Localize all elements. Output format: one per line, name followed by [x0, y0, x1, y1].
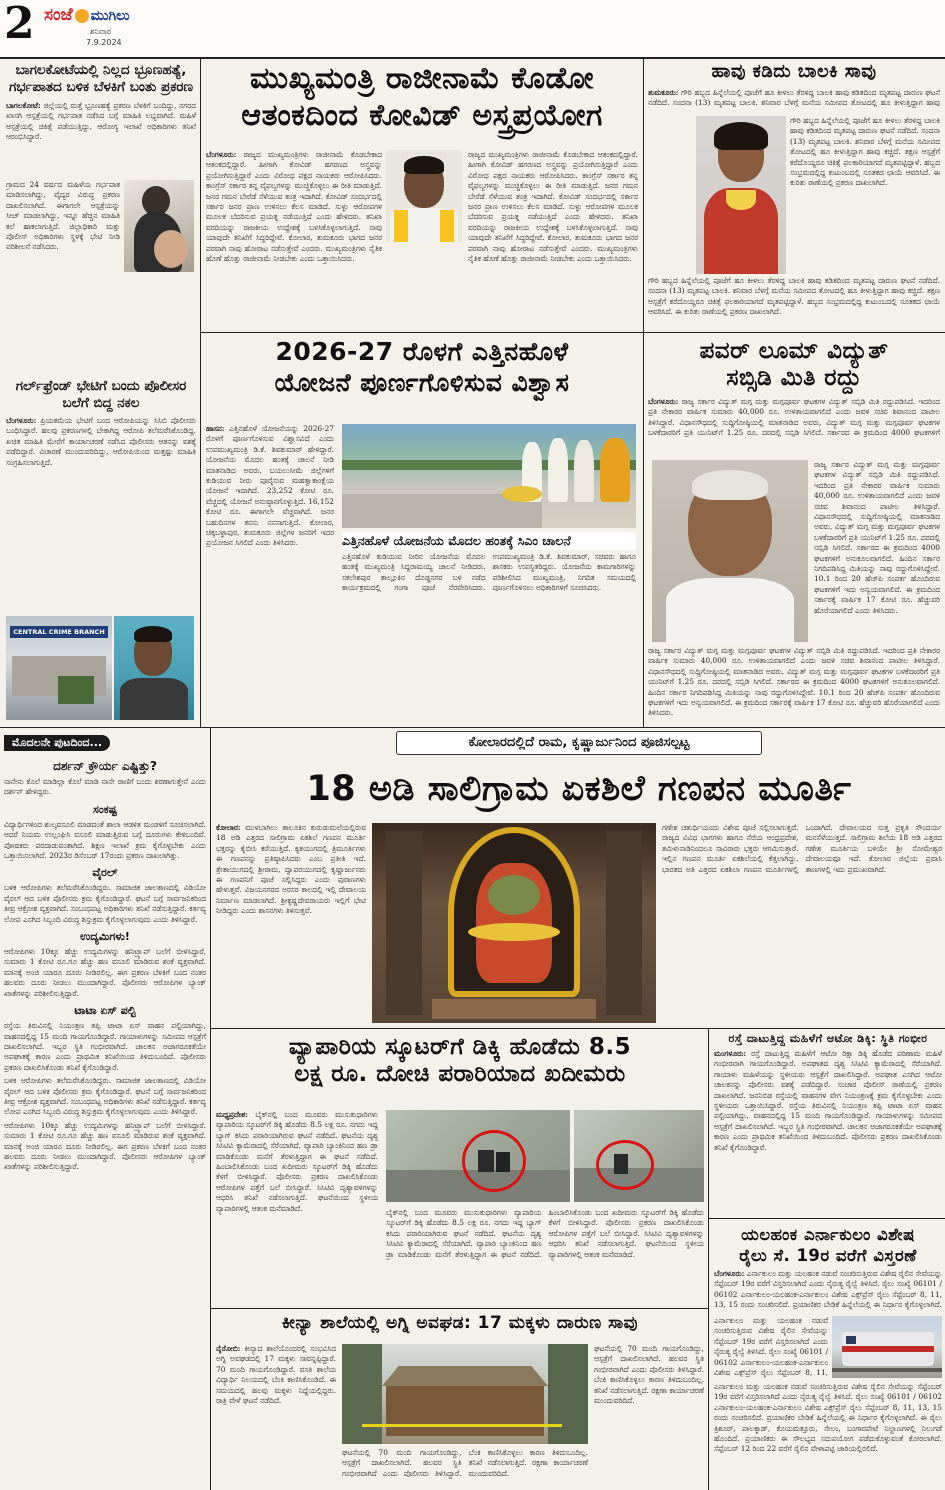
story-body-bottom: ಗೌರಿ ಹಬ್ಬದ ಹಿನ್ನೆಲೆಯಲ್ಲಿ ಪೂಜೆಗೆ ಹೂ ಕೀಳಲು ತೆರಳಿದ್ದ ಬಾಲಕಿ ಹಾವು ಕಡಿತದಿಂದ ಮೃತಪಟ್ಟ ದಾರುಣ ಘಟನೆ ನಡೆದಿದೆ. ಸಂದನಾ (13) ಮೃತಪಟ್ಟ ಬಾಲಕಿ. ಶನಿವಾರ ಬೆಳಗ್ಗೆ ಮನೆಯ ಸಮೀಪದ ತೋಟದಲ್ಲಿ ಹೂ ಕೀಳುತ್ತಿದ್ದಾಗ ಹಾವು ಕಚ್ಚಿದೆ. ತಕ್ಷಣ ಆಸ್ಪತ್ರೆಗೆ ಕರೆದೊಯ್ದರೂ ಚಿಕಿತ್ಸೆ ಫಲಕಾರಿಯಾಗದೆ ಮೃತಪಟ್ಟಿದ್ದಾಳೆ. ಹಬ್ಬದ ಸಂಭ್ರಮದಲ್ಲಿದ್ದ ಕುಟುಂಬದಲ್ಲಿ ಸೂತಕದ ಛಾಯೆ ಆವರಿಸಿದೆ. ಈ ಕುರಿತು ಠಾಣೆಯಲ್ಲಿ ಪ್ರಕರಣ ದಾಖಲಾಗಿದೆ.: [648, 276, 940, 317]
story-ganesha: [216, 731, 942, 1025]
para-darshan: ನಾನೇನು ಕೊಲೆ ಮಾಡಿಲ್ಲಾ ಕೊಲೆ ಮಾಡಿ ನಾನೇ ರಾಣಿಗೆ ಬಂದು ಶರಣಾಗುತ್ತೇನೆ ಎಂದು ದರ್ಶನ್ ಹೇಳಿದ್ದರು.: [4, 777, 206, 797]
story-body: ರಾಜ್ಯ ಸರ್ಕಾರ ವಿದ್ಯುತ್ ಮಗ್ಗ ಮತ್ತು ಮಗ್ಗಪೂರ್ವ ಘಟಕಗಳ ವಿದ್ಯುತ್ ಸಬ್ಸಿಡಿ ಮಿತಿ ರದ್ದುಪಡಿಸಿದೆ. ಇದರಿಂದ ಪ್ರತಿ ನೇಕಾರರ ವಾರ್ಷಿಕ ಸುಮಾರು 40,000 ರೂ. ಉಳಿತಾಯವಾಗಲಿದೆ ಎಂದು ಜವಳಿ ಸಚಿವ ಶಿವಾನಂದ ಪಾಟೀಲ ತಿಳಿಸಿದ್ದಾರೆ. ವಿಧಾನಸೌಧದಲ್ಲಿ ಸುದ್ದಿಗೋಷ್ಠಿಯಲ್ಲಿ ಮಾತನಾಡಿದ ಅವರು, ವಿದ್ಯುತ್ ಮಗ್ಗ ಮತ್ತು ಮಗ್ಗಪೂರ್ವ ಘಟಕಗಳ ಬಳಕೆದಾರರಿಗೆ ಪ್ರತಿ ಯುನಿಟ್‌ಗೆ 1.25 ರೂ. ದರದಲ್ಲಿ ಸಬ್ಸಿಡಿ ಸಿಗಲಿದೆ. ಸರ್ಕಾರದ ಈ ಕ್ರಮದಿಂದ 4000 ಘಟಕಗಳಿಗೆ ಅನುಕೂಲವಾಗಲಿದೆ. ಹಿಂದಿನ ಸರ್ಕಾರ ನಿಗದಿಪಡಿಸಿದ್ದ ಮಿತಿಯನ್ನು ನಾವು ರದ್ದುಗೊಳಿಸಿದ್ದೇವೆ. 10.1 ರಿಂದ 20 ಹೆಚ್‌ಪಿ ಸಂಪರ್ಕ ಹೊಂದಿರುವ ಘಟಕಗಳಿಗೆ ಇದು ಅನ್ವಯವಾಗಲಿದೆ. ಈ ಕ್ರಮದಿಂದ ಸರ್ಕಾರಕ್ಕೆ ವಾರ್ಷಿಕ 17 ಕೋಟಿ ರೂ. ಹೆಚ್ಚುವರಿ ಹೊರೆಯಾಗಲಿದೆ ಎಂದು ತಿಳಿಸಿದರು.: [814, 460, 940, 615]
sub-headline-viral: ವೈರಲ್: [92, 866, 118, 880]
story-headline: ಗರ್ಲ್‌ಫ್ರೆಂಡ್ ಭೇಟಿಗೆ ಬಂದು ಪೊಲೀಸರ ಬಲೆಗೆ ಬಿದ್ದ ನಕಲ: [15, 378, 187, 411]
story-headline-line1: 2026-27 ರೊಳಗೆ ಎತ್ತಿನಹೊಳೆ: [275, 338, 569, 366]
story-headline-line2: ಆತಂಕದಿಂದ ಕೋವಿಡ್ ಅಸ್ತ್ರಪ್ರಯೋಗ: [241, 97, 603, 133]
story-intro: [648, 88, 940, 110]
caption-story: [342, 552, 636, 722]
story-dateline: ಬೆಂಗಳೂರು:: [6, 416, 37, 425]
photo-train: [832, 1316, 942, 1378]
story-headline: ಹಾವು ಕಡಿದು ಬಾಲಕಿ ಸಾವು: [711, 62, 877, 82]
story-text: ರಸ್ತೆ ದಾಟುತ್ತಿದ್ದ ಮಹಿಳೆಗೆ ಆಟೋ ರಿಕ್ಷಾ ಡಿಕ್ಕಿ ಹೊಡೆದ ಪರಿಣಾಮ ಮಹಿಳೆ ಗಂಭೀರವಾಗಿ ಗಾಯಗೊಂಡಿದ್ದಾರೆ. ಅಪಘಾತದ ದೃಶ್ಯ ಸಿಸಿಟಿವಿ ಕ್ಯಾಮೆರಾದಲ್ಲಿ ಸೆರೆಯಾಗಿದೆ. ಗಾಯಾಳು ಮಹಿಳೆಯನ್ನು ಸ್ಥಳೀಯರು ಆಸ್ಪತ್ರೆಗೆ ದಾಖಲಿಸಿದ್ದಾರೆ. ಅಪಘಾತ ಎಸಗಿದ ಆಟೋ ಚಾಲಕನನ್ನು ಪೊಲೀಸರು ವಶಕ್ಕೆ ಪಡೆದಿದ್ದಾರೆ. ಸಂಚಾರ ಪೊಲೀಸ್ ಠಾಣೆಯಲ್ಲಿ ಪ್ರಕರಣ ದಾಖಲಾಗಿದೆ. ಜನನಿಬಿಡ ರಸ್ತೆಯಲ್ಲಿ ವಾಹನಗಳ ವೇಗ ನಿಯಂತ್ರಣಕ್ಕೆ ಕ್ರಮ ಕೈಗೊಳ್ಳಬೇಕು ಎಂದು ಸ್ಥಳೀಯರು ಒತ್ತಾಯಿಸಿದ್ದಾರೆ.: [714, 1049, 942, 1111]
story-text: ರಾಜ್ಯದ ಮುಖ್ಯಮಂತ್ರಿಗಳು ರಾಜೀನಾಮೆ ಕೊಡಬೇಕಾದ ಆತಂಕದಲ್ಲಿದ್ದಾರೆ. ಹೀಗಾಗಿ ಕೋವಿಡ್ ಹಗರಣದ ಅಸ್ತ್ರವನ್ನು ಪ್ರಯೋಗಿಸುತ್ತಿದ್ದಾರೆ ಎಂದು ವಿರೋಧ ಪಕ್ಷದ ನಾಯಕರು ಆರೋಪಿಸಿದರು. ಕಾಂಗ್ರೆಸ್ ಸರ್ಕಾರ ತನ್ನ ವೈಫಲ್ಯಗಳನ್ನು ಮುಚ್ಚಿಕೊಳ್ಳಲು ಈ ರೀತಿ ಮಾಡುತ್ತಿದೆ. ಜನರ ಗಮನ ಬೇರೆಡೆ ಸೆಳೆಯುವ ತಂತ್ರ ಇದಾಗಿದೆ. ಕೋವಿಡ್ ಸಂದರ್ಭದಲ್ಲಿ ಸರ್ಕಾರ ಜನರ ಪ್ರಾಣ ಉಳಿಸಲು ಕೆಲಸ ಮಾಡಿದೆ. ಸುಳ್ಳು ಆರೋಪಗಳ ಮೂಲಕ ಬೆದರಿಸುವ ಪ್ರಯತ್ನ ನಡೆಯುತ್ತಿದೆ ಎಂದು ಹೇಳಿದರು. ತನಿಖಾ ವರದಿಯನ್ನು ರಾಜಕೀಯ ಉದ್ದೇಶಕ್ಕೆ ಬಳಸಿಕೊಳ್ಳಲಾಗುತ್ತಿದೆ. ನಾವು ಯಾವುದೇ ತನಿಖೆಗೆ ಸಿದ್ಧರಿದ್ದೇವೆ. ಕೋಲಾರ, ತುಮಕೂರು ಭಾಗದ ಜನರ ಪರವಾಗಿ ನಾವು ಹೋರಾಟ ನಡೆಸುತ್ತೇವೆ ಎಂದರು. ಮುಖ್ಯಮಂತ್ರಿಗಳು ನೈತಿಕ ಹೊಣೆ ಹೊತ್ತು ರಾಜೀನಾಮೆ ನೀಡಬೇಕು ಎಂದು ಒತ್ತಾಯಿಸಿದರು.: [206, 150, 382, 264]
station-sign: CENTRAL CRIME BRANCH: [10, 626, 108, 638]
story-body-continued: ಬೈಕ್‌ನಲ್ಲಿ ಬಂದ ಮೂವರು ಮುಸುಕುಧಾರಿಗಳು ವ್ಯಾಪಾರಿಯ ಸ್ಕೂಟರ್‌ಗೆ ಡಿಕ್ಕಿ ಹೊಡೆದು 8.5 ಲಕ್ಷ ರೂ. ನಗದು ಇದ್ದ ಬ್ಯಾಗ್ ಕಸಿದು ಪರಾರಿಯಾಗಿರುವ ಘಟನೆ ನಡೆದಿದೆ. ಘಟನೆಯ ದೃಶ್ಯ ಸಿಸಿಟಿವಿ ಕ್ಯಾಮೆರಾದಲ್ಲಿ ಸೆರೆಯಾಗಿದೆ. ವ್ಯಾಪಾರಿ ಬ್ಯಾಂಕಿನಿಂದ ಹಣ ಡ್ರಾ ಮಾಡಿಕೊಂಡು ಮನೆಗೆ ತೆರಳುತ್ತಿದ್ದಾಗ ಈ ಘಟನೆ ನಡೆದಿದೆ. ಹಿಂಬಾಲಿಸಿಕೊಂಡು ಬಂದ ಖದೀಮರು ಸ್ಕೂಟರ್‌ಗೆ ಡಿಕ್ಕಿ ಹೊಡೆದು ಕೆಳಗೆ ಬೀಳಿಸಿದ್ದಾರೆ. ಪೊಲೀಸರು ಪ್ರಕರಣ ದಾಖಲಿಸಿಕೊಂಡು ಆರೋಪಿಗಳ ಪತ್ತೆಗೆ ಬಲೆ ಬೀಸಿದ್ದಾರೆ. ಸಿಸಿಟಿವಿ ದೃಶ್ಯಾವಳಿಗಳನ್ನು ಆಧರಿಸಿ ತನಿಖೆ ನಡೆಸಲಾಗುತ್ತಿದೆ. ಘಟನೆಯಿಂದ ಸ್ಥಳೀಯ ವ್ಯಾಪಾರಿಗಳಲ್ಲಿ ಆತಂಕ ಮನೆಮಾಡಿದೆ.: [386, 1208, 704, 1259]
story-dateline: ಬಾಗಲಕೋಟೆ:: [6, 101, 41, 110]
masthead: [0, 0, 945, 57]
story-headline: ಕೀನ್ಯಾ ಶಾಲೆಯಲ್ಲಿ ಅಗ್ನಿ ಅವಘಡ: 17 ಮಕ್ಕಳು ದಾರುಣ ಸಾವು: [282, 1314, 638, 1333]
story-road-accident: [714, 1032, 942, 1214]
story-headline: 18 ಅಡಿ ಸಾಲಿಗ್ರಾಮ ಏಕಶಿಲೆ ಗಣಪನ ಮೂರ್ತಿ: [306, 769, 852, 809]
story-strap: ಕೋಲಾರದಲ್ಲಿದೆ ರಾಮ, ಕೃಷ್ಣಾರ್ಜುನಿಂದ ಪೂಜಿಸಲ್ಪಟ್ಟ: [396, 731, 762, 755]
sub-headline-crisis: ಸಂಕಷ್ಟ: [93, 802, 117, 816]
story-headline-line1: ವ್ಯಾಪಾರಿಯ ಸ್ಕೂಟರ್‌ಗೆ ಡಿಕ್ಕಿ ಹೊಡೆದು 8.5: [288, 1034, 632, 1060]
brand-sun-icon: [75, 9, 89, 23]
story-dateline: ಬೆಂಗಳೂರು:: [648, 396, 679, 406]
story-text: ಮುಳಬಾಗಿಲು ತಾಲೂಕಿನ ಕುರುಡುಮಲೆಯಲ್ಲಿರುವ 18 ಅಡಿ ಎತ್ತರದ ಸಾಲಿಗ್ರಾಮ ಏಕಶಿಲೆ ಗಣಪನ ಮೂರ್ತಿ ಭಕ್ತರನ್ನು ಕೈಬೀಸಿ ಕರೆಯುತ್ತಿದೆ. ಕೃತಯುಗದಲ್ಲಿ ತ್ರಿಮೂರ್ತಿಗಳು ಈ ಗಣಪನನ್ನು ಪ್ರತಿಷ್ಠಾಪಿಸಿದರು ಎಂಬ ಪ್ರತೀತಿ ಇದೆ. ತ್ರೇತಾಯುಗದಲ್ಲಿ ಶ್ರೀರಾಮ, ದ್ವಾಪರಯುಗದಲ್ಲಿ ಕೃಷ್ಣಾರ್ಜುನರು ಈ ಗಣಪನಿಗೆ ಪೂಜೆ ಸಲ್ಲಿಸಿದ್ದರು ಎಂದು ಪುರಾಣಗಳು ಹೇಳುತ್ತವೆ. ವಿಜಯನಗರದ ಅರಸರ ಕಾಲದಲ್ಲಿ ಇಲ್ಲಿ ದೇವಾಲಯ ನಿರ್ಮಾಣ ಮಾಡಲಾಗಿದೆ. ಶ್ರೀಕೃಷ್ಣದೇವರಾಯರು ಇಲ್ಲಿಗೆ ಭೇಟಿ ನೀಡಿದ್ದರು ಎಂದು ಶಾಸನಗಳು ತಿಳಿಸುತ್ತವೆ.: [216, 823, 366, 916]
story-headline-line1: ಮುಖ್ಯಮಂತ್ರಿ ರಾಜೀನಾಮೆ ಕೊಡೋ: [249, 62, 595, 96]
story-photo-pregnant: [124, 180, 194, 272]
story-body-continued: ರಾಜ್ಯದ ಮುಖ್ಯಮಂತ್ರಿಗಳು ರಾಜೀನಾಮೆ ಕೊಡಬೇಕಾದ ಆತಂಕದಲ್ಲಿದ್ದಾರೆ. ಹೀಗಾಗಿ ಕೋವಿಡ್ ಹಗರಣದ ಅಸ್ತ್ರವನ್ನು ಪ್ರಯೋಗಿಸುತ್ತಿದ್ದಾರೆ ಎಂದು ವಿರೋಧ ಪಕ್ಷದ ನಾಯಕರು ಆರೋಪಿಸಿದರು. ಕಾಂಗ್ರೆಸ್ ಸರ್ಕಾರ ತನ್ನ ವೈಫಲ್ಯಗಳನ್ನು ಮುಚ್ಚಿಕೊಳ್ಳಲು ಈ ರೀತಿ ಮಾಡುತ್ತಿದೆ. ಜನರ ಗಮನ ಬೇರೆಡೆ ಸೆಳೆಯುವ ತಂತ್ರ ಇದಾಗಿದೆ. ಕೋವಿಡ್ ಸಂದರ್ಭದಲ್ಲಿ ಸರ್ಕಾರ ಜನರ ಪ್ರಾಣ ಉಳಿಸಲು ಕೆಲಸ ಮಾಡಿದೆ. ಸುಳ್ಳು ಆರೋಪಗಳ ಮೂಲಕ ಬೆದರಿಸುವ ಪ್ರಯತ್ನ ನಡೆಯುತ್ತಿದೆ ಎಂದು ಹೇಳಿದರು. ತನಿಖಾ ವರದಿಯನ್ನು ರಾಜಕೀಯ ಉದ್ದೇಶಕ್ಕೆ ಬಳಸಿಕೊಳ್ಳಲಾಗುತ್ತಿದೆ. ನಾವು ಯಾವುದೇ ತನಿಖೆಗೆ ಸಿದ್ಧರಿದ್ದೇವೆ. ಕೋಲಾರ, ತುಮಕೂರು ಭಾಗದ ಜನರ ಪರವಾಗಿ ನಾವು ಹೋರಾಟ ನಡೆಸುತ್ತೇವೆ ಎಂದರು. ಮುಖ್ಯಮಂತ್ರಿಗಳು ನೈತಿಕ ಹೊಣೆ ಹೊತ್ತು ರಾಜೀನಾಮೆ ನೀಡಬೇಕು ಎಂದು ಒತ್ತಾಯಿಸಿದರು.: [468, 150, 638, 264]
story-body-bottom: ರಾಜ್ಯ ಸರ್ಕಾರ ವಿದ್ಯುತ್ ಮಗ್ಗ ಮತ್ತು ಮಗ್ಗಪೂರ್ವ ಘಟಕಗಳ ವಿದ್ಯುತ್ ಸಬ್ಸಿಡಿ ಮಿತಿ ರದ್ದುಪಡಿಸಿದೆ. ಇದರಿಂದ ಪ್ರತಿ ನೇಕಾರರ ವಾರ್ಷಿಕ ಸುಮಾರು 40,000 ರೂ. ಉಳಿತಾಯವಾಗಲಿದೆ ಎಂದು ಜವಳಿ ಸಚಿವ ಶಿವಾನಂದ ಪಾಟೀಲ ತಿಳಿಸಿದ್ದಾರೆ. ವಿಧಾನಸೌಧದಲ್ಲಿ ಸುದ್ದಿಗೋಷ್ಠಿಯಲ್ಲಿ ಮಾತನಾಡಿದ ಅವರು, ವಿದ್ಯುತ್ ಮಗ್ಗ ಮತ್ತು ಮಗ್ಗಪೂರ್ವ ಘಟಕಗಳ ಬಳಕೆದಾರರಿಗೆ ಪ್ರತಿ ಯುನಿಟ್‌ಗೆ 1.25 ರೂ. ದರದಲ್ಲಿ ಸಬ್ಸಿಡಿ ಸಿಗಲಿದೆ. ಸರ್ಕಾರದ ಈ ಕ್ರಮದಿಂದ 4000 ಘಟಕಗಳಿಗೆ ಅನುಕೂಲವಾಗಲಿದೆ. ಹಿಂದಿನ ಸರ್ಕಾರ ನಿಗದಿಪಡಿಸಿದ್ದ ಮಿತಿಯನ್ನು ನಾವು ರದ್ದುಗೊಳಿಸಿದ್ದೇವೆ. 10.1 ರಿಂದ 20 ಹೆಚ್‌ಪಿ ಸಂಪರ್ಕ ಹೊಂದಿರುವ ಘಟಕಗಳಿಗೆ ಇದು ಅನ್ವಯವಾಗಲಿದೆ. ಈ ಕ್ರಮದಿಂದ ಸರ್ಕಾರಕ್ಕೆ ವಾರ್ಷಿಕ 17 ಕೋಟಿ ರೂ. ಹೆಚ್ಚುವರಿ ಹೊರೆಯಾಗಲಿದೆ ಎಂದು ತಿಳಿಸಿದರು.: [648, 646, 940, 718]
story-lead: ಜಿಲ್ಲೆಯಲ್ಲಿ ಮತ್ತೆ ಭ್ರೂಣಹತ್ಯೆ ಪ್ರಕರಣ ಬೆಳಕಿಗೆ ಬಂದಿದ್ದು, ನಗರದ ಖಾಸಗಿ ಆಸ್ಪತ್ರೆಯಲ್ಲಿ ಗರ್ಭಪಾತ ನಡೆಸಿದ ಬಗ್ಗೆ ಮಾಹಿತಿ ಲಭ್ಯವಾಗಿದೆ. ಮಹಿಳೆ ಆಸ್ಪತ್ರೆಯಲ್ಲಿ ಚಿಕಿತ್ಸೆ ಪಡೆಯುತ್ತಿದ್ದು, ಆರೋಗ್ಯ ಇಲಾಖೆ ಅಧಿಕಾರಿಗಳು ತನಿಖೆ ಆರಂಭಿಸಿದ್ದಾರೆ.: [6, 101, 196, 142]
story-dateline: ತುಮಕೂರು:: [648, 87, 679, 97]
page-number: 2: [4, 0, 35, 49]
masthead-day: ಶನಿವಾರ: [90, 27, 112, 36]
story-text: ರಾಜ್ಯ ಸರ್ಕಾರ ವಿದ್ಯುತ್ ಮಗ್ಗ ಮತ್ತು ಮಗ್ಗಪೂರ್ವ ಘಟಕಗಳ ವಿದ್ಯುತ್ ಸಬ್ಸಿಡಿ ಮಿತಿ ರದ್ದುಪಡಿಸಿದೆ. ಇದರಿಂದ ಪ್ರತಿ ನೇಕಾರರ ವಾರ್ಷಿಕ ಸುಮಾರು 40,000 ರೂ. ಉಳಿತಾಯವಾಗಲಿದೆ ಎಂದು ಜವಳಿ ಸಚಿವ ಶಿವಾನಂದ ಪಾಟೀಲ ತಿಳಿಸಿದ್ದಾರೆ. ವಿಧಾನಸೌಧದಲ್ಲಿ ಸುದ್ದಿಗೋಷ್ಠಿಯಲ್ಲಿ ಮಾತನಾಡಿದ ಅವರು, ವಿದ್ಯುತ್ ಮಗ್ಗ ಮತ್ತು ಮಗ್ಗಪೂರ್ವ ಘಟಕಗಳ ಬಳಕೆದಾರರಿಗೆ ಪ್ರತಿ ಯುನಿಟ್‌ಗೆ 1.25 ರೂ. ದರದಲ್ಲಿ ಸಬ್ಸಿಡಿ ಸಿಗಲಿದೆ. ಸರ್ಕಾರದ ಈ ಕ್ರಮದಿಂದ 4000 ಘಟಕಗಳಿಗೆ: [648, 396, 940, 438]
story-text: ಎರ್ನಾಕುಲಂ ಮತ್ತು ಯಲಹಂಕ ನಡುವೆ ಸಂಚರಿಸುತ್ತಿರುವ ವಿಶೇಷ ರೈಲಿನ ಸೇವೆಯನ್ನು ಸೆಪ್ಟೆಂಬರ್ 19ರ ವರೆಗೆ ವಿಸ್ತರಿಸಲಾಗಿದೆ ಎಂದು ನೈರುತ್ಯ ರೈಲ್ವೆ ತಿಳಿಸಿದೆ. ರೈಲು ಸಂಖ್ಯೆ 06101 / 06102 ಎರ್ನಾಕುಲಂ-ಯಲಹಂಕ-ಎರ್ನಾಕುಲಂ ವಿಶೇಷ ಎಕ್ಸ್‌ಪ್ರೆಸ್ ರೈಲು ಸೆಪ್ಟೆಂಬರ್ 8, 11, 13, 15 ರಂದು ಸಂಚರಿಸಲಿದೆ. ಪ್ರಯಾಣಿಕರ ಬೇಡಿಕೆ ಹಿನ್ನೆಲೆಯಲ್ಲಿ ಈ ನಿರ್ಧಾರ ಕೈಗೊಳ್ಳಲಾಗಿದೆ.: [714, 1269, 942, 1310]
story-body: ಗೌರಿ ಹಬ್ಬದ ಹಿನ್ನೆಲೆಯಲ್ಲಿ ಪೂಜೆಗೆ ಹೂ ಕೀಳಲು ತೆರಳಿದ್ದ ಬಾಲಕಿ ಹಾವು ಕಡಿತದಿಂದ ಮೃತಪಟ್ಟ ದಾರುಣ ಘಟನೆ ನಡೆದಿದೆ. ಸಂದನಾ (13) ಮೃತಪಟ್ಟ ಬಾಲಕಿ. ಶನಿವಾರ ಬೆಳಗ್ಗೆ ಮನೆಯ ಸಮೀಪದ ತೋಟದಲ್ಲಿ ಹೂ ಕೀಳುತ್ತಿದ್ದಾಗ ಹಾವು ಕಚ್ಚಿದೆ. ತಕ್ಷಣ ಆಸ್ಪತ್ರೆಗೆ ಕರೆದೊಯ್ದರೂ ಚಿಕಿತ್ಸೆ ಫಲಕಾರಿಯಾಗದೆ ಮೃತಪಟ್ಟಿದ್ದಾಳೆ. ಹಬ್ಬದ ಸಂಭ್ರಮದಲ್ಲಿದ್ದ ಕುಟುಂಬದಲ್ಲಿ ಸೂತಕದ ಛಾಯೆ ಆವರಿಸಿದೆ. ಈ ಕುರಿತು ಠಾಣೆಯಲ್ಲಿ ಪ್ರಕರಣ ದಾಖಲಾಗಿದೆ.: [790, 116, 940, 188]
photo-school-fire: [342, 1344, 588, 1444]
column-continued: [4, 731, 206, 1488]
story-intro: [648, 397, 940, 439]
para-viral: ಬಳಿಕ ಆರೋಪಿಗಳು ತಲೆಮರೆಸಿಕೊಂಡಿದ್ದರು. ಸಾಮಾಜಿಕ ಜಾಲತಾಣದಲ್ಲಿ ವಿಡಿಯೋ ವೈರಲ್ ಆದ ಬಳಿಕ ಪೊಲೀಸರು ಕ್ರಮ ಕೈಗೊಂಡಿದ್ದಾರೆ. ಘಟನೆ ಬಗ್ಗೆ ಸಾರ್ವಜನಿಕರಿಂದ ತೀವ್ರ ಆಕ್ರೋಶ ವ್ಯಕ್ತವಾಗಿದೆ. ಸಂಬಂಧಪಟ್ಟ ಅಧಿಕಾರಿಗಳು ತನಿಖೆ ನಡೆಸುತ್ತಿದ್ದಾರೆ. ಕರ್ತವ್ಯ ಲೋಪ ಎಸಗಿದ ಸಿಬ್ಬಂದಿ ವಿರುದ್ಧ ಶಿಸ್ತುಕ್ರಮ ಕೈಗೊಳ್ಳಲಾಗುವುದು ಎಂದು ತಿಳಿಸಿದ್ದಾರೆ.: [4, 883, 206, 924]
story-headline-line2: ಲಕ್ಷ ರೂ. ದೋಚಿ ಪರಾರಿಯಾದ ಖದೀಮರು: [294, 1061, 626, 1088]
photo-cctv-2: [574, 1110, 704, 1202]
story-text: ಎತ್ತಿನಹೊಳೆ ಯೋಜನೆಯನ್ನು 2026-27 ರೊಳಗೆ ಪೂರ್ಣಗೊಳಿಸುವ ವಿಶ್ವಾಸವಿದೆ ಎಂದು ಉಪಮುಖ್ಯಮಂತ್ರಿ ಡಿ.ಕೆ. ಶಿವಕುಮಾರ್ ಹೇಳಿದ್ದಾರೆ. ಯೋಜನೆಯ ಮೊದಲ ಹಂತಕ್ಕೆ ಚಾಲನೆ ನೀಡಿ ಮಾತನಾಡಿದ ಅವರು, ಬಯಲುಸೀಮೆ ಜಿಲ್ಲೆಗಳಿಗೆ ಕುಡಿಯುವ ನೀರು ಪೂರೈಸುವ ಮಹತ್ವಾಕಾಂಕ್ಷೆಯ ಯೋಜನೆ ಇದಾಗಿದೆ. 23,252 ಕೋಟಿ ರೂ. ವೆಚ್ಚದಲ್ಲಿ ಯೋಜನೆ ಅನುಷ್ಠಾನಗೊಳ್ಳುತ್ತಿದೆ. 16,152 ಕೋಟಿ ರೂ. ಈಗಾಗಲೇ ವೆಚ್ಚವಾಗಿದೆ. ಜನರ ಬಹುದಿನಗಳ ಕನಸು ನನಸಾಗುತ್ತಿದೆ. ಕೋಲಾರ, ಚಿಕ್ಕಬಳ್ಳಾಪುರ, ತುಮಕೂರು ಜಿಲ್ಲೆಗಳ ಜನರಿಗೆ ಇದರ ಪ್ರಯೋಜನ ಸಿಗಲಿದೆ ಎಂದು ತಿಳಿಸಿದರು.: [206, 424, 334, 548]
para-tata-ace: ರಸ್ತೆಯ ತಿರುವಿನಲ್ಲಿ ನಿಯಂತ್ರಣ ತಪ್ಪಿ ಟಾಟಾ ಏಸ್ ವಾಹನ ಪಲ್ಟಿಯಾಗಿದ್ದು, ವಾಹನದಲ್ಲಿದ್ದ 15 ಮಂದಿ ಗಾಯಗೊಂಡಿದ್ದಾರೆ. ಗಾಯಾಳುಗಳನ್ನು ಸಮೀಪದ ಆಸ್ಪತ್ರೆಗೆ ದಾಖಲಿಸಲಾಗಿದೆ. ಇಬ್ಬರ ಸ್ಥಿತಿ ಗಂಭೀರವಾಗಿದೆ. ಚಾಲಕನ ಅಜಾಗರೂಕತೆಯೇ ಅಪಘಾತಕ್ಕೆ ಕಾರಣ ಎಂದು ಪ್ರಾಥಮಿಕ ತನಿಖೆಯಿಂದ ತಿಳಿದುಬಂದಿದೆ. ಪೊಲೀಸರು ಪ್ರಕರಣ ದಾಖಲಿಸಿಕೊಂಡು ತನಿಖೆ ಕೈಗೊಂಡಿದ್ದಾರೆ.: [4, 1021, 206, 1072]
story-foeticide: [6, 62, 196, 377]
story-body-right: ಘಟನೆಯಲ್ಲಿ 70 ಮಂದಿ ಗಾಯಗೊಂಡಿದ್ದು, ಆಸ್ಪತ್ರೆಗೆ ದಾಖಲಿಸಲಾಗಿದೆ. ಹಲವರ ಸ್ಥಿತಿ ಗಂಭೀರವಾಗಿದೆ ಎಂದು ಪೊಲೀಸರು ತಿಳಿಸಿದ್ದಾರೆ. ಬೆಂಕಿ ಕಾಣಿಸಿಕೊಳ್ಳಲು ಕಾರಣ ತಿಳಿದುಬಂದಿಲ್ಲ. ತನಿಖೆ ನಡೆಸಲಾಗುತ್ತಿದೆ. ರಕ್ಷಣಾ ಕಾರ್ಯಾಚರಣೆ ಮುಂದುವರಿದಿದೆ.: [594, 1344, 704, 1406]
story-body-right: ಗಣೇಶ ಚತುರ್ಥಿಯಂದು ವಿಶೇಷ ಪೂಜೆ ಸಲ್ಲಿಸಲಾಗುತ್ತದೆ. ರಾಜ್ಯದ ವಿವಿಧ ಭಾಗಗಳು ಹಾಗೂ ನೆರೆಯ ಆಂಧ್ರಪ್ರದೇಶ, ತಮಿಳುನಾಡಿನಿಂದಲೂ ಸಾವಿರಾರು ಭಕ್ತರು ಆಗಮಿಸುತ್ತಾರೆ. ಇಲ್ಲಿನ ಗಣಪನ ಮೂರ್ತಿ ಏಕಶಿಲೆಯಲ್ಲಿ ಕೆತ್ತಲಾಗಿದ್ದು, ಭಾರತದ ಅತಿ ಎತ್ತರದ ಏಕಶಿಲಾ ಗಣಪನ ಮೂರ್ತಿಗಳಲ್ಲಿ ಒಂದಾಗಿದೆ. ದೇವಾಲಯದ ಸುತ್ತ ಪ್ರಕೃತಿ ಸೌಂದರ್ಯ ಮನಸೆಳೆಯುತ್ತದೆ. ಸಾಲಿಗ್ರಾಮ ಶಿಲೆಯ 18 ಅಡಿ ಎತ್ತರದ ಗಣೇಶ ಮೂರ್ತಿಯ ಬಳಿಯೇ ಶ್ರೀ ಸೋಮೇಶ್ವರ ದೇವಾಲಯವೂ ಇದೆ. ಕೋಲಾರ ಜಿಲ್ಲೆಯ ಪ್ರವಾಸಿ ತಾಣಗಳಲ್ಲಿ ಇದು ಪ್ರಮುಖವಾಗಿದೆ.: [662, 823, 942, 874]
story-railway: [714, 1224, 942, 1488]
story-text-more: ರಸ್ತೆಯ ತಿರುವಿನಲ್ಲಿ ನಿಯಂತ್ರಣ ತಪ್ಪಿ ಟಾಟಾ ಏಸ್ ವಾಹನ ಪಲ್ಟಿಯಾಗಿದ್ದು, ವಾಹನದಲ್ಲಿದ್ದ 15 ಮಂದಿ ಗಾಯಗೊಂಡಿದ್ದಾರೆ. ಗಾಯಾಳುಗಳನ್ನು ಸಮೀಪದ ಆಸ್ಪತ್ರೆಗೆ ದಾಖಲಿಸಲಾಗಿದೆ. ಇಬ್ಬರ ಸ್ಥಿತಿ ಗಂಭೀರವಾಗಿದೆ. ಚಾಲಕನ ಅಜಾಗರೂಕತೆಯೇ ಅಪಘಾತಕ್ಕೆ ಕಾರಣ ಎಂದು ಪ್ರಾಥಮಿಕ ತನಿಖೆಯಿಂದ ತಿಳಿದುಬಂದಿದೆ. ಪೊಲೀಸರು ಪ್ರಕರಣ ದಾಖಲಿಸಿಕೊಂಡು ತನಿಖೆ ಕೈಗೊಂಡಿದ್ದಾರೆ.: [714, 1101, 942, 1152]
photo-police-station: [6, 616, 112, 720]
story-text: ಕೀನ್ಯಾದ ಶಾಲೆಯೊಂದರಲ್ಲಿ ಸಂಭವಿಸಿದ ಅಗ್ನಿ ಅವಘಡದಲ್ಲಿ 17 ಮಕ್ಕಳು ಸಾವನ್ನಪ್ಪಿದ್ದಾರೆ. 70 ಮಂದಿ ಗಾಯಗೊಂಡಿದ್ದಾರೆ. ವಸತಿ ಶಾಲೆಯ ವಿದ್ಯಾರ್ಥಿ ನಿಲಯದಲ್ಲಿ ಬೆಂಕಿ ಕಾಣಿಸಿಕೊಂಡಿದೆ. ಈ ಸಮಯದಲ್ಲಿ ಹಲವು ಮಕ್ಕಳು ನಿದ್ದೆಯಲ್ಲಿದ್ದರು. ರಾತ್ರಿ ವೇಳೆ ಘಟನೆ ನಡೆದಿದೆ.: [216, 1344, 336, 1406]
story-kenya: [216, 1314, 704, 1488]
story-headline-line1: ಪವರ್ ಲೂಮ್ ವಿದ್ಯುತ್: [699, 338, 889, 364]
para-tata-ace-more2: ಆರೋಪಿಗಳು 10ಕ್ಕೂ ಹೆಚ್ಚು ಉದ್ಯಮಿಗಳನ್ನು ಹನಿಟ್ರ್ಯಾಪ್ ಬಲೆಗೆ ಬೀಳಿಸಿದ್ದಾರೆ. ಸುಮಾರು 1 ಕೋಟಿ ರೂ.ಗೂ ಹೆಚ್ಚು ಹಣ ವಸೂಲಿ ಮಾಡಿರುವ ಶಂಕೆ ವ್ಯಕ್ತವಾಗಿದೆ. ಮಾನಕ್ಕೆ ಅಂಜಿ ಯಾರೂ ದೂರು ನೀಡಿರಲಿಲ್ಲ. ಈಗ ಪ್ರಕರಣ ಬೆಳಕಿಗೆ ಬಂದ ನಂತರ ಹಲವರು ದೂರು ನೀಡಲು ಮುಂದಾಗಿದ್ದಾರೆ. ಪೊಲೀಸರು ಆರೋಪಿಗಳ ಬ್ಯಾಂಕ್ ಖಾತೆಗಳನ್ನು ಪರಿಶೀಲಿಸುತ್ತಿದ್ದಾರೆ.: [4, 1120, 206, 1172]
photo-ganesha-idol: [372, 823, 656, 1023]
sub-headline-businessmen: ಉದ್ಯಮಿಗಳು!: [80, 930, 130, 944]
story-headline: ಬಾಗಲಕೋಟೆಯಲ್ಲಿ ನಿಲ್ಲದ ಭ್ರೂಣಹತ್ಯೆ, ಗರ್ಭಪಾತದ ಬಳಿಕ ಬೆಳಕಿಗೆ ಬಂತು ಪ್ರಕರಣ: [8, 62, 194, 95]
photo-accused: [114, 616, 194, 720]
story-body: [216, 1110, 378, 1304]
story-body-below: ಘಟನೆಯಲ್ಲಿ 70 ಮಂದಿ ಗಾಯಗೊಂಡಿದ್ದು, ಆಸ್ಪತ್ರೆಗೆ ದಾಖಲಿಸಲಾಗಿದೆ. ಹಲವರ ಸ್ಥಿತಿ ಗಂಭೀರವಾಗಿದೆ ಎಂದು ಪೊಲೀಸರು ತಿಳಿಸಿದ್ದಾರೆ. ಬೆಂಕಿ ಕಾಣಿಸಿಕೊಳ್ಳಲು ಕಾರಣ ತಿಳಿದುಬಂದಿಲ್ಲ. ತನಿಖೆ ನಡೆಸಲಾಗುತ್ತಿದೆ. ರಕ್ಷಣಾ ಕಾರ್ಯಾಚರಣೆ ಮುಂದುವರಿದಿದೆ.: [342, 1448, 588, 1478]
caption-text: ಎತ್ತಿನಹೊಳೆ ಕುಡಿಯುವ ನೀರಿನ ಯೋಜನೆಯ ಮೊದಲ ಹಂತಕ್ಕೆ ಮುಖ್ಯಮಂತ್ರಿ ಸಿದ್ದರಾಮಯ್ಯ ಚಾಲನೆ ನೀಡಿದರು. ಸಕಲೇಶಪುರ ತಾಲ್ಲೂಕಿನ ದೊಡ್ಡನಗರ ಬಳಿ ನಡೆದ ಕಾರ್ಯಕ್ರಮದಲ್ಲಿ ಗಂಗಾ ಪೂಜೆ ನೆರವೇರಿಸಿದರು. ಉಪಮುಖ್ಯಮಂತ್ರಿ ಡಿ.ಕೆ. ಶಿವಕುಮಾರ್, ಸಚಿವರು ಹಾಗೂ ಶಾಸಕರು ಉಪಸ್ಥಿತರಿದ್ದರು. ಯೋಜನೆಯ ಕಾಮಗಾರಿಗಳನ್ನು ಪರಿಶೀಲಿಸಿದ ಮುಖ್ಯಮಂತ್ರಿ, ನಿಗದಿತ ಸಮಯದಲ್ಲಿ ಪೂರ್ಣಗೊಳಿಸಲು ಅಧಿಕಾರಿಗಳಿಗೆ ಸೂಚಿಸಿದರು.: [342, 552, 636, 593]
photo-cctv-1: [386, 1110, 570, 1202]
sub-headline-darshan: ದರ್ಶನ್ ಕ್ರೌರ್ಯ ಎಷ್ಟಿತ್ತು?: [53, 759, 157, 773]
story-intro: [714, 1269, 942, 1311]
para-tata-ace-more: ಬಳಿಕ ಆರೋಪಿಗಳು ತಲೆಮರೆಸಿಕೊಂಡಿದ್ದರು. ಸಾಮಾಜಿಕ ಜಾಲತಾಣದಲ್ಲಿ ವಿಡಿಯೋ ವೈರಲ್ ಆದ ಬಳಿಕ ಪೊಲೀಸರು ಕ್ರಮ ಕೈಗೊಂಡಿದ್ದಾರೆ. ಘಟನೆ ಬಗ್ಗೆ ಸಾರ್ವಜನಿಕರಿಂದ ತೀವ್ರ ಆಕ್ರೋಶ ವ್ಯಕ್ತವಾಗಿದೆ. ಸಂಬಂಧಪಟ್ಟ ಅಧಿಕಾರಿಗಳು ತನಿಖೆ ನಡೆಸುತ್ತಿದ್ದಾರೆ. ಕರ್ತವ್ಯ ಲೋಪ ಎಸಗಿದ ಸಿಬ್ಬಂದಿ ವಿರುದ್ಧ ಶಿಸ್ತುಕ್ರಮ ಕೈಗೊಳ್ಳಲಾಗುವುದು ಎಂದು ತಿಳಿಸಿದ್ದಾರೆ.: [4, 1076, 206, 1117]
story-body: [206, 424, 334, 722]
story-dateline: ಮಂಗಳೂರು:: [714, 1049, 747, 1058]
story-dateline: ಕೋಲಾರ:: [216, 823, 241, 832]
story-body-left: [216, 823, 366, 1023]
photo-girl: [696, 116, 786, 274]
story-body: [6, 416, 196, 616]
story-headline-line2: ರೈಲು ಸೆ. 19ರ ವರೆಗೆ ವಿಸ್ತರಣೆ: [739, 1246, 917, 1265]
masthead-date: 7.9.2024: [86, 38, 122, 47]
story-body-left: [216, 1344, 336, 1488]
story-body: [206, 150, 382, 326]
brand-logo: [44, 4, 130, 28]
story-robbery: [216, 1034, 704, 1304]
story-text: ಬೈಕ್‌ನಲ್ಲಿ ಬಂದ ಮೂವರು ಮುಸುಕುಧಾರಿಗಳು ವ್ಯಾಪಾರಿಯ ಸ್ಕೂಟರ್‌ಗೆ ಡಿಕ್ಕಿ ಹೊಡೆದು 8.5 ಲಕ್ಷ ರೂ. ನಗದು ಇದ್ದ ಬ್ಯಾಗ್ ಕಸಿದು ಪರಾರಿಯಾಗಿರುವ ಘಟನೆ ನಡೆದಿದೆ. ಘಟನೆಯ ದೃಶ್ಯ ಸಿಸಿಟಿವಿ ಕ್ಯಾಮೆರಾದಲ್ಲಿ ಸೆರೆಯಾಗಿದೆ. ವ್ಯಾಪಾರಿ ಬ್ಯಾಂಕಿನಿಂದ ಹಣ ಡ್ರಾ ಮಾಡಿಕೊಂಡು ಮನೆಗೆ ತೆರಳುತ್ತಿದ್ದಾಗ ಈ ಘಟನೆ ನಡೆದಿದೆ. ಹಿಂಬಾಲಿಸಿಕೊಂಡು ಬಂದ ಖದೀಮರು ಸ್ಕೂಟರ್‌ಗೆ ಡಿಕ್ಕಿ ಹೊಡೆದು ಕೆಳಗೆ ಬೀಳಿಸಿದ್ದಾರೆ. ಪೊಲೀಸರು ಪ್ರಕರಣ ದಾಖಲಿಸಿಕೊಂಡು ಆರೋಪಿಗಳ ಪತ್ತೆಗೆ ಬಲೆ ಬೀಸಿದ್ದಾರೆ. ಸಿಸಿಟಿವಿ ದೃಶ್ಯಾವಳಿಗಳನ್ನು ಆಧರಿಸಿ ತನಿಖೆ ನಡೆಸಲಾಗುತ್ತಿದೆ. ಘಟನೆಯಿಂದ ಸ್ಥಳೀಯ ವ್ಯಾಪಾರಿಗಳಲ್ಲಿ ಆತಂಕ ಮನೆಮಾಡಿದೆ.: [216, 1110, 378, 1213]
photo-inauguration: [342, 424, 636, 528]
story-text: ಪ್ರಿಯತಮೆಯ ಭೇಟಿಗೆ ಬಂದ ಆರೋಪಿಯನ್ನು ಸಿಸಿಬಿ ಪೊಲೀಸರು ಬಂಧಿಸಿದ್ದಾರೆ. ಹಲವು ಪ್ರಕರಣಗಳಲ್ಲಿ ಬೇಕಾಗಿದ್ದ ಆರೋಪಿ ತಲೆಮರೆಸಿಕೊಂಡಿದ್ದ. ಖಚಿತ ಮಾಹಿತಿ ಮೇರೆಗೆ ಕಾರ್ಯಾಚರಣೆ ನಡೆಸಿದ ಪೊಲೀಸರು ಆತನನ್ನು ವಶಕ್ಕೆ ಪಡೆದಿದ್ದಾರೆ. ವಿಚಾರಣೆ ಮುಂದುವರಿದಿದ್ದು, ಆರೋಪಿಯಿಂದ ಮತ್ತಷ್ಟು ಮಾಹಿತಿ ಸಂಗ್ರಹಿಸಲಾಗುತ್ತಿದೆ.: [6, 416, 196, 467]
continued-tag: ಮೊದಲನೇ ಪುಟದಿಂದ...: [4, 735, 110, 751]
story-dateline: ಹಾಸನ:: [206, 424, 225, 433]
story-body: ಎರ್ನಾಕುಲಂ ಮತ್ತು ಯಲಹಂಕ ನಡುವೆ ಸಂಚರಿಸುತ್ತಿರುವ ವಿಶೇಷ ರೈಲಿನ ಸೇವೆಯನ್ನು ಸೆಪ್ಟೆಂಬರ್ 19ರ ವರೆಗೆ ವಿಸ್ತರಿಸಲಾಗಿದೆ ಎಂದು ನೈರುತ್ಯ ರೈಲ್ವೆ ತಿಳಿಸಿದೆ. ರೈಲು ಸಂಖ್ಯೆ 06101 / 06102 ಎರ್ನಾಕುಲಂ-ಯಲಹಂಕ-ಎರ್ನಾಕುಲಂ ವಿಶೇಷ ಎಕ್ಸ್‌ಪ್ರೆಸ್ ರೈಲು ಸೆಪ್ಟೆಂಬರ್ 8, 11,: [714, 1316, 828, 1378]
para-crisis: ವಿದ್ಯಾರ್ಥಿಗಳಿಂದ ಶುಲ್ಕವಸೂಲಿ ಮಾಡದಂತೆ ಶಾಲಾ ಆಡಳಿತ ಮಂಡಳಿಗೆ ಸೂಚಿಸಲಾಗಿದೆ. ಆದರೆ ನಿಯಮ ಉಲ್ಲಂಘಿಸಿ ವಸೂಲಿ ಮಾಡುತ್ತಿರುವ ಬಗ್ಗೆ ದೂರುಗಳು ಕೇಳಿಬಂದಿವೆ. ಪೋಷಕರು ಪರದಾಡುವಂತಾಗಿದೆ. ಶಿಕ್ಷಣ ಇಲಾಖೆ ಕ್ರಮ ಕೈಗೊಳ್ಳಬೇಕು ಎಂದು ಒತ್ತಾಯಿಸಲಾಗಿದೆ. 2023ರ ಡಿಸೆಂಬರ್ 17ರಂದು ಪ್ರಕರಣ ದಾಖಲಾಗಿತ್ತು.: [4, 819, 206, 861]
story-cm-resignation: [206, 62, 638, 328]
sub-headline-tata-ace: ಟಾಟಾ ಏಸ್ ಪಲ್ಟಿ: [74, 1004, 136, 1018]
photo-minister: [652, 460, 808, 642]
photo-politician: [386, 150, 462, 242]
story-body: [714, 1049, 942, 1199]
story-dateline: ಬೆಂಗಳೂರು:: [714, 1269, 745, 1278]
story-ettinahole: [206, 338, 638, 724]
story-dateline: ಮಧ್ಯಪ್ರದೇಶ:: [216, 1110, 248, 1119]
story-headline-line2: ಸಬ್ಸಿಡಿ ಮಿತಿ ರದ್ದು: [726, 365, 862, 392]
story-snakebite: [648, 62, 940, 328]
story-dateline: ನೈರೋಬಿ:: [216, 1344, 241, 1353]
story-girlfriend: [6, 378, 196, 723]
story-headline-line1: ಯಲಹಂಕ ಎರ್ನಾಕುಲಂ ವಿಶೇಷ: [741, 1225, 915, 1244]
photo-caption: ಎತ್ತಿನಹೊಳೆ ಯೋಜನೆಯ ಮೊದಲ ಹಂತಕ್ಕೆ ಸಿಎಂ ಚಾಲನೆ: [342, 532, 636, 550]
story-text: ಗೌರಿ ಹಬ್ಬದ ಹಿನ್ನೆಲೆಯಲ್ಲಿ ಪೂಜೆಗೆ ಹೂ ಕೀಳಲು ತೆರಳಿದ್ದ ಬಾಲಕಿ ಹಾವು ಕಡಿತದಿಂದ ಮೃತಪಟ್ಟ ದಾರುಣ ಘಟನೆ ನಡೆದಿದೆ. ಸಂದನಾ (13) ಮೃತಪಟ್ಟ ಬಾಲಕಿ. ಶನಿವಾರ ಬೆಳಗ್ಗೆ ಮನೆಯ ಸಮೀಪದ ತೋಟದಲ್ಲಿ ಹೂ ಕೀಳುತ್ತಿದ್ದಾಗ ಹಾವು: [648, 87, 940, 108]
story-dateline: ಬೆಂಗಳೂರು:: [206, 150, 237, 159]
story-more: ಗ್ರಾಮದ 24 ವರ್ಷದ ಮಹಿಳೆಯ ಗರ್ಭಪಾತ ಮಾಡಿಸಲಾಗಿದ್ದು, ವೈದ್ಯರ ವಿರುದ್ಧ ಪ್ರಕರಣ ದಾಖಲಿಸಲಾಗಿದೆ. ಈಗಾಗಲೇ ಆಸ್ಪತ್ರೆಯನ್ನು ಸೀಜ್ ಮಾಡಲಾಗಿದ್ದು, ಇನ್ನೂ ಹೆಚ್ಚಿನ ಮಾಹಿತಿ ಕಲೆ ಹಾಕಲಾಗುತ್ತಿದೆ. ಜಿಲ್ಲಾಧಿಕಾರಿ ಮತ್ತು ಪೊಲೀಸ್ ಅಧಿಕಾರಿಗಳು ಸ್ಥಳಕ್ಕೆ ಭೇಟಿ ನೀಡಿ ಪರಿಶೀಲನೆ ನಡೆಸಿದರು.: [6, 180, 120, 252]
story-headline: ರಸ್ತೆ ದಾಟುತ್ತಿದ್ದ ಮಹಿಳೆಗೆ ಆಟೋ ಡಿಕ್ಕಿ: ಸ್ಥಿತಿ ಗಂಭೀರ: [728, 1032, 928, 1045]
brand-sanje: ಸಂಜೆ: [44, 5, 73, 25]
story-headline-line2: ಯೋಜನೆ ಪೂರ್ಣಗೊಳಿಸುವ ವಿಶ್ವಾಸ: [274, 367, 570, 397]
story-body: [6, 101, 196, 143]
para-businessmen: ಆರೋಪಿಗಳು 10ಕ್ಕೂ ಹೆಚ್ಚು ಉದ್ಯಮಿಗಳನ್ನು ಹನಿಟ್ರ್ಯಾಪ್ ಬಲೆಗೆ ಬೀಳಿಸಿದ್ದಾರೆ. ಸುಮಾರು 1 ಕೋಟಿ ರೂ.ಗೂ ಹೆಚ್ಚು ಹಣ ವಸೂಲಿ ಮಾಡಿರುವ ಶಂಕೆ ವ್ಯಕ್ತವಾಗಿದೆ. ಮಾನಕ್ಕೆ ಅಂಜಿ ಯಾರೂ ದೂರು ನೀಡಿರಲಿಲ್ಲ. ಈಗ ಪ್ರಕರಣ ಬೆಳಕಿಗೆ ಬಂದ ನಂತರ ಹಲವರು ದೂರು ನೀಡಲು ಮುಂದಾಗಿದ್ದಾರೆ. ಪೊಲೀಸರು ಆರೋಪಿಗಳ ಬ್ಯಾಂಕ್ ಖಾತೆಗಳನ್ನು ಪರಿಶೀಲಿಸುತ್ತಿದ್ದಾರೆ.: [4, 947, 206, 998]
story-powerloom: [648, 338, 940, 724]
story-body-bottom: ಎರ್ನಾಕುಲಂ ಮತ್ತು ಯಲಹಂಕ ನಡುವೆ ಸಂಚರಿಸುತ್ತಿರುವ ವಿಶೇಷ ರೈಲಿನ ಸೇವೆಯನ್ನು ಸೆಪ್ಟೆಂಬರ್ 19ರ ವರೆಗೆ ವಿಸ್ತರಿಸಲಾಗಿದೆ ಎಂದು ನೈರುತ್ಯ ರೈಲ್ವೆ ತಿಳಿಸಿದೆ. ರೈಲು ಸಂಖ್ಯೆ 06101 / 06102 ಎರ್ನಾಕುಲಂ-ಯಲಹಂಕ-ಎರ್ನಾಕುಲಂ ವಿಶೇಷ ಎಕ್ಸ್‌ಪ್ರೆಸ್ ರೈಲು ಸೆಪ್ಟೆಂಬರ್ 8, 11, 13, 15 ರಂದು ಸಂಚರಿಸಲಿದೆ. ಪ್ರಯಾಣಿಕರ ಬೇಡಿಕೆ ಹಿನ್ನೆಲೆಯಲ್ಲಿ ಈ ನಿರ್ಧಾರ ಕೈಗೊಳ್ಳಲಾಗಿದೆ. ಈ ರೈಲು ತ್ರಿಶೂರ್, ಪಾಲಕ್ಕಾಡ್, ಕೊಯಮತ್ತೂರು, ಸೇಲಂ, ಬಂಗಾರಪೇಟೆ ನಿಲ್ದಾಣಗಳಲ್ಲಿ ನಿಲುಗಡೆ ಹೊಂದಿದೆ. ಪ್ರಯಾಣಿಕರು ಈ ಸೌಲಭ್ಯದ ಸದುಪಯೋಗ ಪಡೆದುಕೊಳ್ಳುವಂತೆ ಕೋರಲಾಗಿದೆ. ಸೆಪ್ಟೆಂಬರ್ 12 ರಿಂದ 22 ವರೆಗೆ ರೈಲಿನ ವೇಳಾಪಟ್ಟಿ ಜಾರಿಯಲ್ಲಿರಲಿದೆ.: [714, 1382, 942, 1454]
brand-mugilu: ಮುಗಿಲು: [90, 8, 130, 24]
